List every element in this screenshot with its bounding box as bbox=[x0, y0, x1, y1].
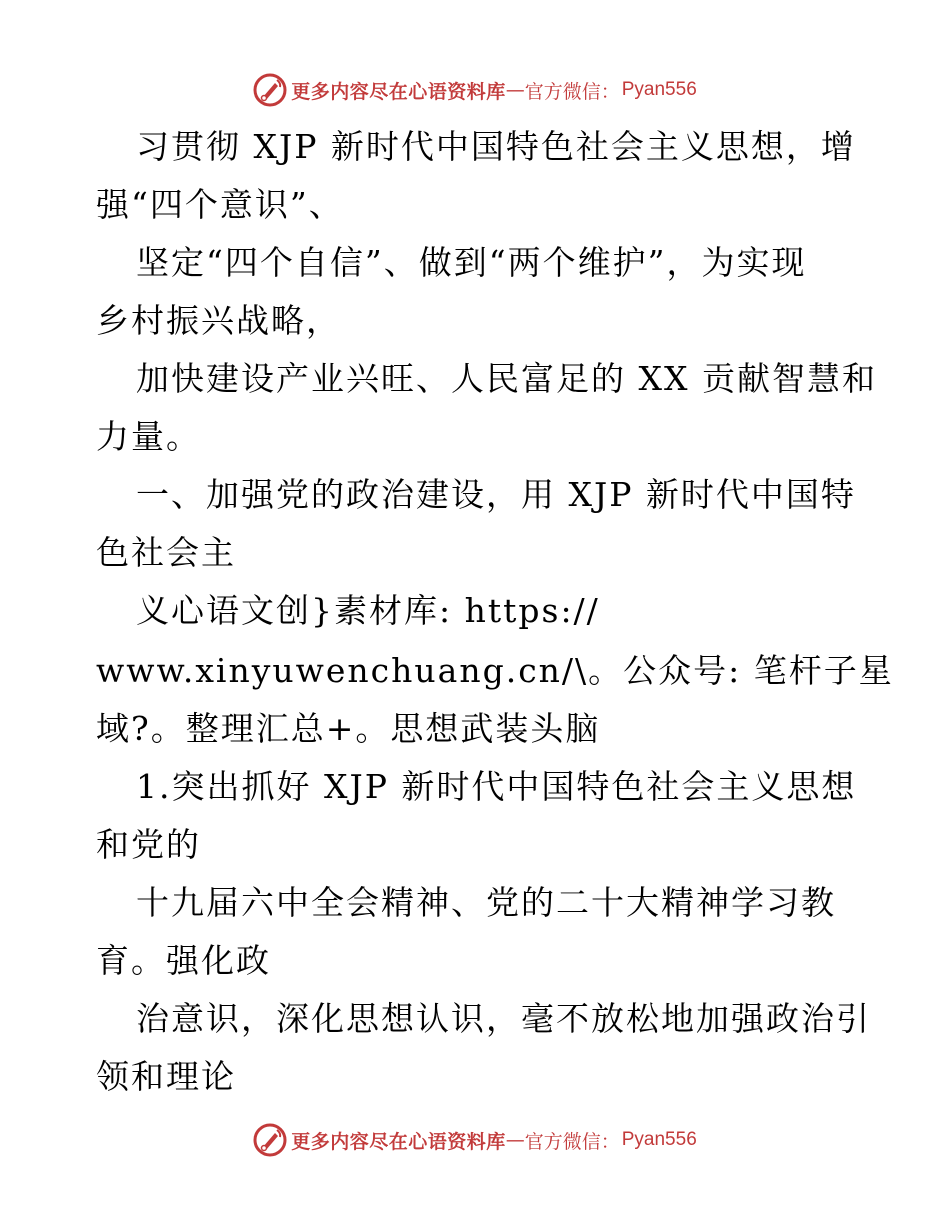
banner-wechat-id: Pyan556 bbox=[621, 1129, 697, 1150]
body-line: www.xinyuwenchuang.cn/\。公众号: 笔杆子星 bbox=[96, 651, 894, 690]
banner-title: 更多内容尽在心语资料库 bbox=[291, 1130, 506, 1153]
body-line: 义心语文创}素材库: https:// bbox=[136, 591, 600, 630]
body-line: 十九届六中全会精神、党的二十大精神学习教 bbox=[136, 883, 836, 922]
body-line: 强“四个意识”、 bbox=[96, 185, 344, 224]
header-banner bbox=[0, 70, 950, 110]
banner-wechat-id: Pyan556 bbox=[621, 79, 697, 100]
body-line: 坚定“四个自信”、做到“两个维护”，为实现 bbox=[136, 243, 807, 282]
body-line: 1.突出抓好 XJP 新时代中国特色社会主义思想 bbox=[136, 767, 857, 806]
body-line: 一、加强党的政治建设，用 XJP 新时代中国特 bbox=[136, 475, 856, 514]
body-line: 习贯彻 XJP 新时代中国特色社会主义思想，增 bbox=[136, 127, 856, 166]
banner-dash: — bbox=[505, 1129, 525, 1151]
body-line: 和党的 bbox=[96, 825, 201, 864]
banner-wechat-label: 官方微信： bbox=[524, 80, 620, 103]
banner-dash: — bbox=[505, 79, 525, 101]
body-line: 领和理论 bbox=[96, 1057, 236, 1096]
pen-nib-logo-icon bbox=[253, 73, 287, 107]
body-line: 加快建设产业兴旺、人民富足的 XX 贡献智慧和 bbox=[136, 359, 877, 398]
footer-banner bbox=[0, 1120, 950, 1160]
body-line: 乡村振兴战略， bbox=[96, 301, 341, 340]
body-line: 育。强化政 bbox=[96, 941, 271, 980]
pen-nib-logo-icon bbox=[253, 1123, 287, 1157]
body-line: 治意识，深化思想认识，毫不放松地加强政治引 bbox=[136, 999, 871, 1038]
banner-title: 更多内容尽在心语资料库 bbox=[291, 80, 506, 103]
banner-wechat-label: 官方微信： bbox=[524, 1130, 620, 1153]
body-line: 力量。 bbox=[96, 417, 201, 456]
body-line: 域?。整理汇总+。思想武装头脑 bbox=[96, 709, 601, 748]
body-line: 色社会主 bbox=[96, 533, 236, 572]
